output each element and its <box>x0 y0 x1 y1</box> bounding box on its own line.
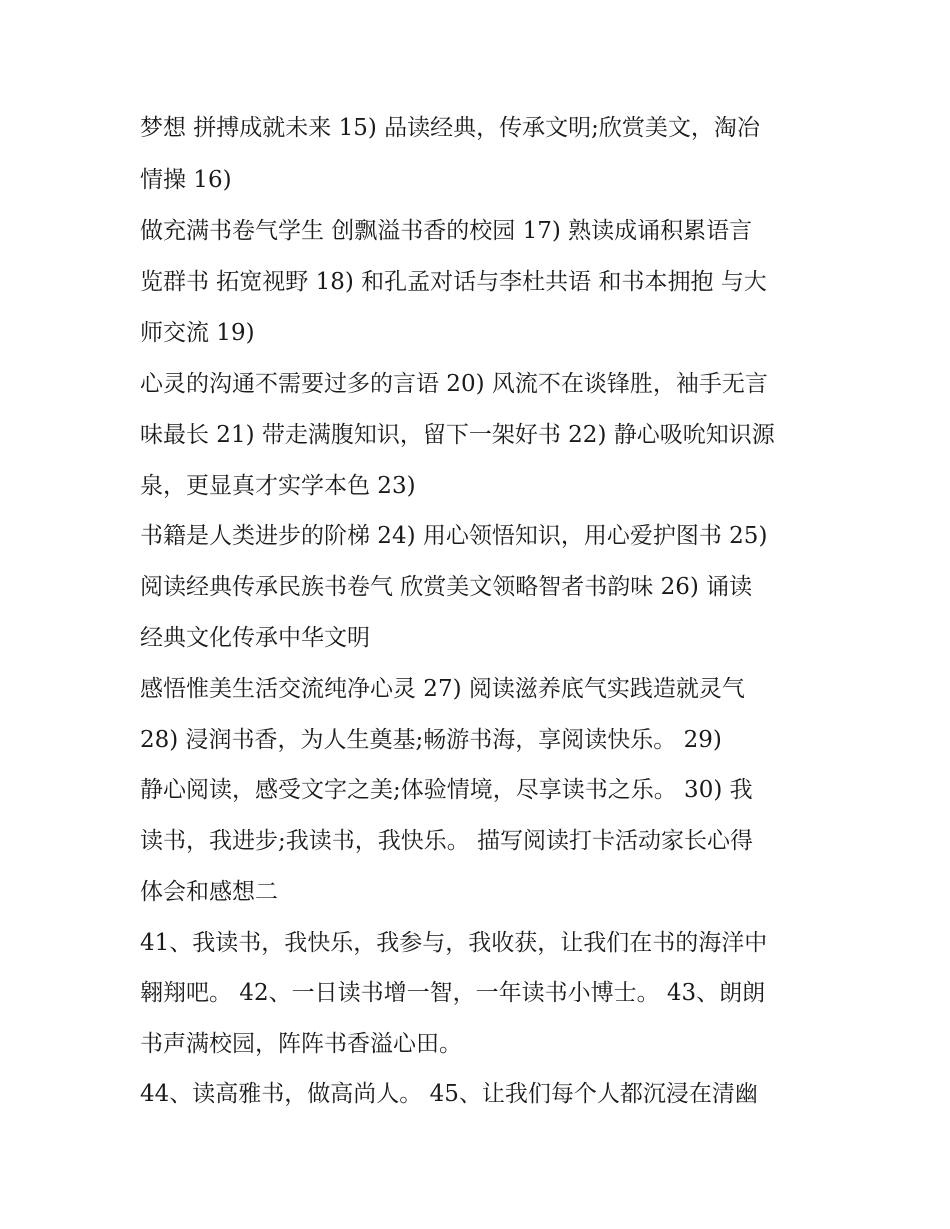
text-line: 味最长 21) 带走满腹知识，留下一架好书 22) 静心吸吮知识源 <box>140 422 775 448</box>
text-line: 做充满书卷气学生 创飘溢书香的校园 17) 熟读成诵积累语言 <box>140 218 753 244</box>
text-line: 师交流 19) <box>140 320 255 346</box>
text-line: 静心阅读，感受文字之美;体验情境，尽享读书之乐。 30) 我 <box>140 777 753 803</box>
text-line: 书籍是人类进步的阶梯 24) 用心领悟知识，用心爱护图书 25) <box>140 523 768 549</box>
text-line: 泉，更显真才实学本色 23) <box>140 473 416 499</box>
text-line: 41、我读书，我快乐，我参与，我收获，让我们在书的海洋中 <box>140 930 768 956</box>
text-line: 览群书 拓宽视野 18) 和孔孟对话与李杜共语 和书本拥抱 与大 <box>140 269 767 295</box>
text-line: 梦想 拼搏成就未来 15) 品读经典，传承文明;欣赏美文，淘冶 <box>140 115 760 141</box>
text-line: 书声满校园，阵阵书香溢心田。 <box>140 1031 462 1057</box>
text-line: 读书，我进步;我读书，我快乐。 描写阅读打卡活动家长心得 <box>140 828 754 854</box>
text-line: 经典文化传承中华文明 <box>140 625 370 651</box>
text-line: 44、读高雅书，做高尚人。 45、让我们每个人都沉浸在清幽 <box>140 1081 758 1107</box>
text-line: 阅读经典传承民族书卷气 欣赏美文领略智者书韵味 26) 诵读 <box>140 574 753 600</box>
text-line: 心灵的沟通不需要过多的言语 20) 风流不在谈锋胜，袖手无言 <box>140 371 768 397</box>
text-line: 感悟惟美生活交流纯净心灵 27) 阅读滋养底气实践造就灵气 <box>140 676 745 702</box>
text-line: 28) 浸润书香，为人生奠基;畅游书海，享阅读快乐。 29) <box>140 727 722 753</box>
text-line: 翱翔吧。 42、一日读书增一智，一年读书小博士。 43、朗朗 <box>140 980 766 1006</box>
text-line: 情操 16) <box>140 167 232 193</box>
text-line: 体会和感想二 <box>140 879 278 905</box>
